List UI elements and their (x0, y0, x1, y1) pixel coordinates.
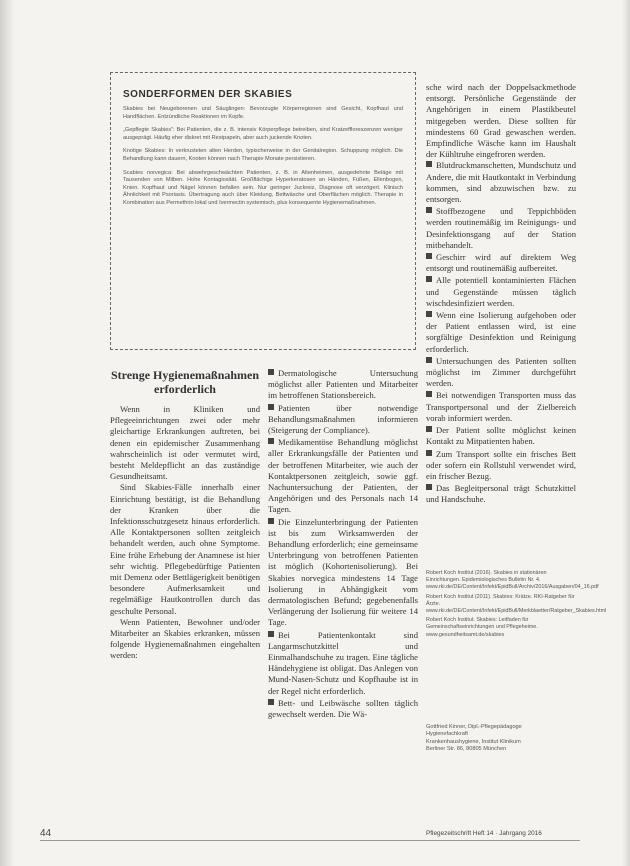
bullet-item (426, 425, 576, 447)
bullet-square-icon (426, 253, 432, 259)
bullet-item (426, 160, 576, 205)
bullet-item (426, 390, 576, 424)
body-paragraph: sche wird nach der Doppelsackmethode entsorgt. Persönliche Gegenstände der Angehörigen in einem Plastikbeutel mitgegeben werden. Diese sollten für mindestens 60 Grad gewaschen werden. Empfindliche Wäsche kann im Haushalt der Kühltruhe eingefroren werden. (426, 82, 576, 160)
page-edge-shadow-right (622, 0, 630, 866)
bullet-text: Blutdruckmanschetten, Mundschutz und Andere, die mit Hautkontakt in Verbindung kommen, sind abzuwischen bzw. zu entsorgen. (426, 160, 576, 205)
bullet-square-icon (426, 357, 432, 363)
page-edge-shadow-left (0, 0, 14, 866)
bullet-text: Wenn eine Isolierung aufgehoben oder der Patient entlassen wird, ist eine sorgfältige Desinfektion und Reinigung erforderlich. (426, 310, 576, 354)
bullet-square-icon (426, 391, 432, 397)
info-box-special-forms (110, 72, 416, 350)
bullet-item (426, 483, 576, 505)
author-line: Berliner Str. 86, 80805 München (426, 746, 507, 753)
bullet-text: Bei notwendigen Transporten muss das Transportpersonal und der Zielbereich vorab informiert werden. (426, 390, 576, 423)
article-column-1 (110, 368, 260, 662)
bullet-item (426, 356, 576, 390)
bullet-square-icon (268, 631, 274, 637)
bullet-square-icon (426, 207, 432, 213)
bullet-item (426, 275, 576, 309)
info-box-paragraph: Knotige Skabies: In verkrusteten alten Herden, typischerweise in der Genitalregion. Schuppung möglich. Die Behandlung kann dauern, Knoten können nach Therapie Monate persistieren. (123, 148, 403, 162)
body-paragraph: Wenn in Kliniken und Pflegeeinrichtungen zwei oder mehr gleichartige Erkrankungen auftreten, bei denen ein epidemischer Zusammenhang wahrscheinlich ist oder vermutet wird, besteht Meldepflicht an das zuständige Gesundheitsamt. (110, 404, 260, 482)
references-list (426, 570, 607, 641)
info-box-paragraph: Skabies bei Neugeborenen und Säuglingen: Bevorzugte Körperregionen sind Gesicht, Kopfhaut und Handflächen. Entzündliche Reaktionen im Kopfe. (123, 106, 403, 120)
bullet-text: Zum Transport sollte ein frisches Bett oder sofern ein Rollstuhl verwendet wird, ein frischer Bezug. (426, 448, 576, 481)
bullet-item (268, 517, 418, 629)
author-line: Gottfried Kinner, Dipl.-Pflegepädagoge (426, 724, 522, 730)
bullet-item (268, 403, 418, 437)
bullet-square-icon (268, 699, 274, 705)
bullet-text: Das Begleitpersonal trägt Schutzkittel und Handschuhe. (426, 483, 576, 505)
page-number: 44 (40, 828, 52, 839)
bullet-square-icon (426, 276, 432, 282)
bullet-text: Dermatologische Untersuchung möglichst aller Patienten und Mitarbeiter im betroffenen Stationsbereich. (268, 368, 418, 401)
bullet-square-icon (268, 404, 274, 410)
bullet-square-icon (426, 426, 432, 432)
bullet-text: Bei Patientenkontakt sind Langarmschutzkittel und Einmalhandschuhe zu tragen. Eine tägliche Händehygiene ist obligat. Das Anlegen von Mund-Nasen-Schutz und Kopfhaube ist in der Regel nicht erforderlich. (268, 629, 418, 696)
bullet-item (268, 437, 418, 515)
bullet-text: Die Einzelunterbringung der Patienten ist bis zum Wirksamwerden der Behandlung erforderlich; eine gemeinsame Unterbringung von betroffenen Patienten ist möglich (Kohortenisolierung). Bei Skabies norvegica mindestens 14 Tage Isolierung in Abhängigkeit vom dermatologischen Befund; gegebenenfalls Verlängerung der Isolierung für weitere 14 Tage. (268, 516, 418, 628)
bullet-item (426, 252, 576, 274)
author-line: Hygienefachkraft (426, 731, 468, 738)
info-box-paragraph: „Gepflegte Skabies“: Bei Patienten, die z. B. intensiv Körperpflege betreiben, sind Kratzeffloreszenzen weniger ausgeprägt. Häufig eher diskret mit Restpapeln, aber auch juckende Knoten. (123, 127, 403, 141)
bullet-text: Patienten über notwendige Behandlungsmaßnahmen informieren (Steigerung der Compliance). (268, 402, 418, 436)
reference-item: Robert Koch Institut (2011). Skabies: Krätze. RKI-Ratgeber für Ärzte. www.rki.de/DE/Content/Infekt/EpidBull/Merkblaetter/Ratgeber_Skabies.html (426, 593, 607, 615)
article-column-3 (426, 82, 576, 507)
reference-item: Robert Koch Institut. Skabies: Leitfaden für Gemeinschaftseinrichtungen und Pflegeheime. www.gesundheitsamt.de/skabies (426, 617, 538, 638)
body-paragraph: Sind Skabies-Fälle innerhalb einer Einrichtung bestätigt, ist die Behandlung der Kranken über die Infektionsschutzgesetz hinaus erforderlich. Alle Kontaktpersonen sollten zeitgleich behandelt werden, auch ohne Symptome. Eine frühe Erhebung der Anamnese ist hier sehr wichtig. Pflegebedürftige Patienten mit Demenz oder Bettlägerigkeit benötigen besondere Aufmerksamkeit und regelmäßige Hautkontrollen durch das geschulte Personal. (110, 482, 260, 616)
bullet-square-icon (426, 161, 432, 167)
bullet-item (426, 310, 576, 355)
author-info (426, 724, 576, 754)
section-headline: Strenge Hygienemaßnahmen erforderlich (110, 368, 260, 396)
article-column-2 (268, 368, 418, 721)
info-box-title: SONDERFORMEN DER SKABIES (123, 89, 293, 100)
bullet-square-icon (426, 484, 432, 490)
body-paragraph: Wenn Patienten, Bewohner und/oder Mitarbeiter an Skabies erkranken, müssen folgende Hygienemaßnahmen eingehalten werden: (110, 616, 260, 661)
bullet-square-icon (426, 311, 432, 317)
info-box-paragraph: Scabies norvegica: Bei abwehrgeschwächten Patienten, z. B. in Altenheimen, ausgedehnte Beläge mit Tausenden von Milben. Hohe Kontagiosität. Großflächige Hyperkeratosen an Händen, Füßen, Ellenbogen, Knien. Kopfhaut und Nägel können befallen sein. Nur geringer Juckreiz, Diagnose oft verzögert. Klinisch Ähnlichkeit mit Psoriasis. Übertragung auch über Kleidung, Bettwäsche und Oberflächen möglich. Therapie in Kombination aus Permethrin lokal und Ivermectin systemisch, plus konsequente Hygienemaßnahmen. (123, 169, 403, 206)
bullet-item (426, 206, 576, 251)
bullet-square-icon (268, 438, 274, 444)
author-line: Krankenhaushygiene, Institut Klinikum (426, 738, 521, 745)
bullet-square-icon (268, 518, 274, 524)
bullet-item (426, 449, 576, 483)
bullet-square-icon (268, 369, 274, 375)
bullet-item (268, 698, 418, 720)
footer-rule (40, 840, 580, 841)
bullet-text: Der Patient sollte möglichst keinen Kontakt zu Mitpatienten haben. (426, 425, 576, 447)
journal-footer: Pflegezeitschrift Heft 14 · Jahrgang 2016 (426, 830, 542, 837)
reference-item: Robert Koch Institut (2016). Skabies in stationären Einrichtungen. Epidemiologisches Bulletin Nr. 4. www.rki.de/DE/Content/Infekt/EpidBull/Archiv/2016/Ausgaben/04_16.pdf (426, 570, 599, 591)
bullet-text: Stoffbezogene und Teppichböden werden routinemäßig im Reinigungs- und Desinfektionsgang auf der Station mitbehandelt. (426, 206, 576, 250)
bullet-text: Alle potentiell kontaminierten Flächen und Gegenstände müssen täglich wischdesinfiziert werden. (426, 275, 576, 308)
bullet-square-icon (426, 450, 432, 456)
bullet-text: Medikamentöse Behandlung möglichst aller Erkrankungsfälle der Patienten und der betroffenen Mitarbeiter, wie auch der Kontaktpersonen zeitgleich, sowie ggf. Nachuntersuchung der Patienten, der Angehörigen und des Personals nach 14 Tagen. (268, 437, 418, 515)
bullet-text: Untersuchungen des Patienten sollten möglichst im Zimmer durchgeführt werden. (426, 355, 576, 389)
bullet-text: Geschirr wird auf direktem Weg entsorgt und routinemäßig aufbereitet. (426, 252, 576, 274)
bullet-item (268, 630, 418, 697)
bullet-item (268, 368, 418, 402)
bullet-text: Bett- und Leibwäsche sollten täglich gewechselt werden. Die Wä- (268, 697, 418, 720)
